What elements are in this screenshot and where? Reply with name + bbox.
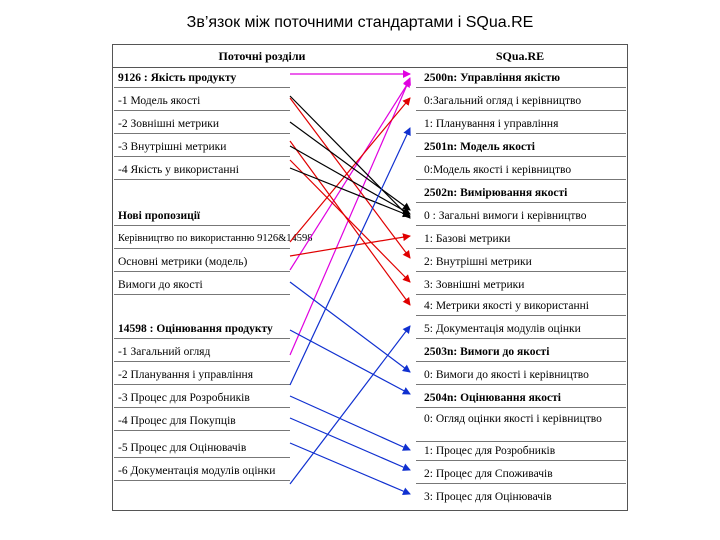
arrow-blue	[290, 326, 410, 484]
arrow-blue	[290, 282, 410, 372]
right-item-base-metrics: 1: Базові метрики	[424, 233, 511, 245]
left-item-evaluator-process: -5 Процес для Оцінювачів	[118, 442, 247, 454]
left-item-14598: 14598 : Оцінювання продукту	[118, 323, 273, 335]
right-item-developer-process: 1: Процес для Розробників	[424, 445, 556, 457]
left-item-quality-requirements: Вимоги до якості	[118, 279, 203, 291]
arrow-red	[290, 236, 410, 256]
left-item-9126: 9126 : Якість продукту	[118, 72, 237, 84]
arrow-blue	[290, 330, 410, 394]
left-item-developer-process: -3 Процес для Розробників	[118, 392, 250, 404]
arrow-black	[290, 96, 410, 218]
left-item-usage-guide: Керівництво по використанню 9126&14598	[118, 233, 313, 244]
left-item-basic-metrics: Основні метрики (модель)	[118, 256, 248, 268]
right-item-2502n: 2502n: Вимірювання якості	[424, 187, 568, 199]
right-item-internal-metrics: 2: Внутрішні метрики	[424, 256, 532, 268]
left-item-evaluation-docs: -6 Документація модулів оцінки	[118, 465, 276, 477]
right-item-consumer-process: 2: Процес для Споживачів	[424, 468, 553, 480]
right-item-2503n: 2503n: Вимоги до якості	[424, 346, 550, 358]
right-item-quality-in-use-metrics: 4: Метрики якості у використанні	[424, 300, 589, 312]
left-item-external-metrics: -2 Зовнішні метрики	[118, 118, 220, 130]
right-column-header: SQua.RE	[495, 49, 545, 63]
page-title: Зв’язок між поточними стандартами і SQua.RE	[186, 14, 534, 31]
right-item-evaluator-process: 3: Процес для Оцінювачів	[424, 491, 552, 503]
right-item-2504n: 2504n: Оцінювання якості	[424, 392, 561, 404]
arrow-blue	[290, 418, 410, 470]
right-item-quality-model-guide: 0:Модель якості і керівництво	[424, 164, 572, 176]
right-item-external-metrics: 3: Зовнішні метрики	[424, 279, 525, 291]
right-item-general-requirements: 0 : Загальні вимоги і керівництво	[424, 210, 587, 222]
left-item-internal-metrics: -3 Внутрішні метрики	[118, 141, 227, 153]
right-item-overview-guide: 0:Загальний огляд і керівництво	[424, 95, 582, 107]
right-item-requirements-guide: 0: Вимоги до якості і керівництво	[424, 369, 589, 381]
left-item-acquirer-process: -4 Процес для Покупців	[118, 415, 236, 427]
right-item-evaluation-module-docs: 5: Документація модулів оцінки	[424, 323, 581, 335]
right-item-evaluation-overview: 0: Огляд оцінки якості і керівництво	[424, 413, 602, 425]
arrow-blue	[290, 443, 410, 494]
left-item-new-proposals: Нові пропозиції	[118, 210, 201, 222]
right-item-2500n: 2500n: Управління якістю	[424, 72, 561, 84]
left-item-quality-in-use: -4 Якість у використанні	[118, 164, 239, 176]
right-item-2501n: 2501n: Модель якості	[424, 141, 535, 153]
left-column-header: Поточні розділи	[218, 49, 306, 63]
left-item-overview: -1 Загальний огляд	[118, 346, 211, 358]
right-item-planning-management: 1: Планування і управління	[424, 118, 559, 130]
left-item-planning: -2 Планування і управління	[118, 369, 254, 381]
left-item-quality-model: -1 Модель якості	[118, 95, 201, 107]
